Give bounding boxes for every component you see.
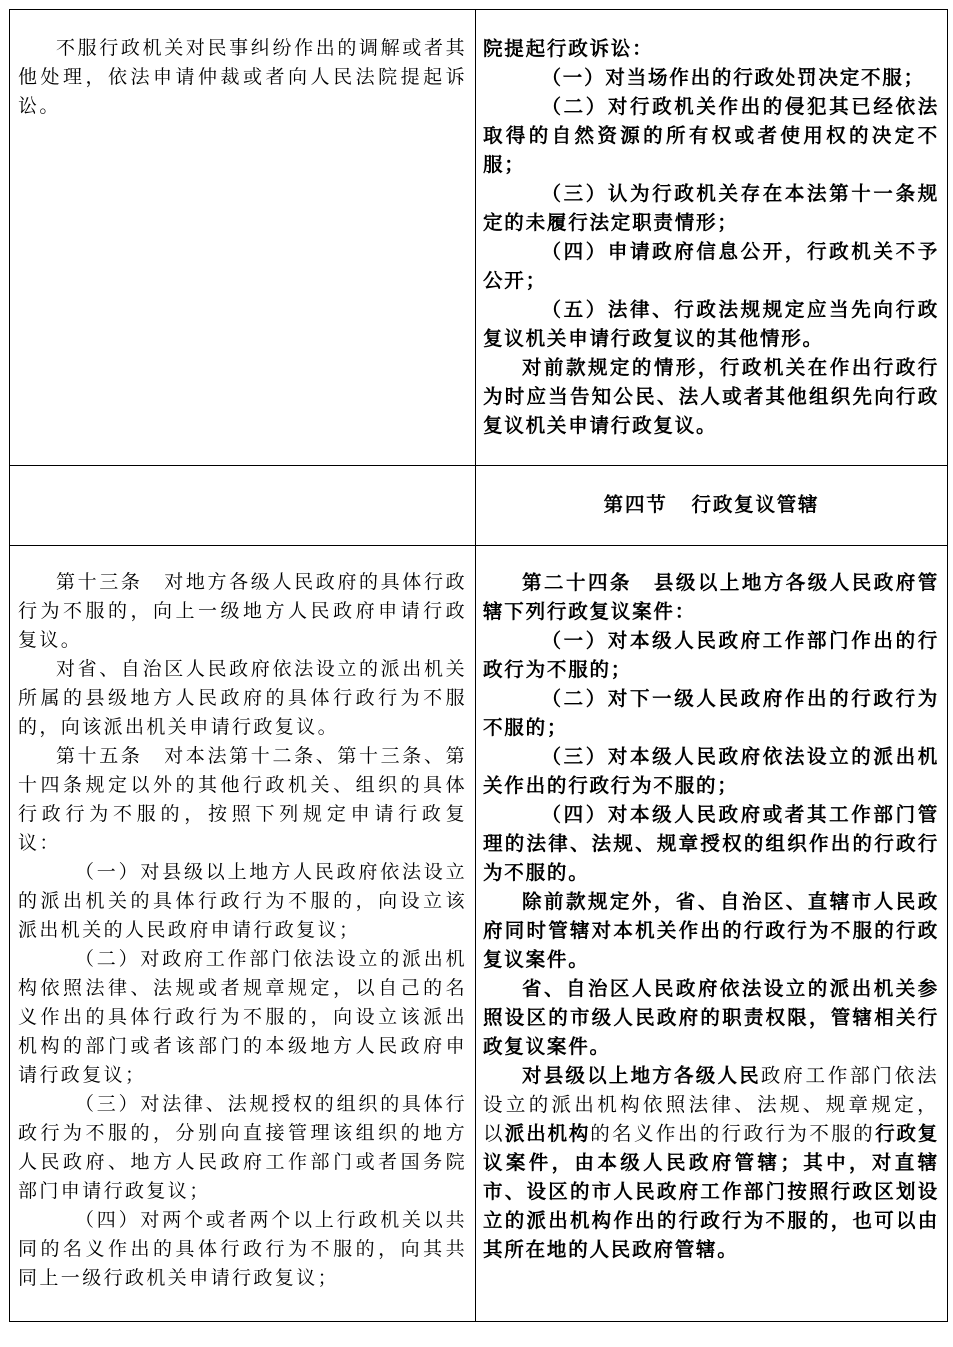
new-paragraph: （四）申请政府信息公开，行政机关不予公开； <box>483 240 939 292</box>
section-heading <box>476 466 947 519</box>
new-paragraph-mixed <box>483 1061 939 1264</box>
new-paragraph: 院提起行政诉讼： <box>483 37 654 60</box>
old-paragraph: （三）对法律、法规授权的组织的具体行政行为不服的，分别向直接管理该组织的地方人民政府、地方人民政府工作部门或者国务院部门申请行政复议； <box>18 1093 467 1202</box>
new-law-cell-1 <box>476 10 948 466</box>
old-paragraph: （四）对两个或者两个以上行政机关以共同的名义作出的具体行政行为不服的，向其共同上一级行政机关申请行政复议； <box>18 1209 467 1289</box>
old-paragraph: 第十五条 对本法第十二条、第十三条、第十四条规定以外的其他行政机关、组织的具体行政行为不服的，按照下列规定申请行政复议： <box>18 745 467 854</box>
new-law-cell-3 <box>476 546 948 1322</box>
old-paragraph: 不服行政机关对民事纠纷作出的调解或者其他处理，依法申请仲裁或者向人民法院提起诉讼。 <box>18 37 467 117</box>
comparison-table <box>9 9 948 1322</box>
new-paragraph: （一）对本级人民政府工作部门作出的行政行为不服的； <box>483 629 939 681</box>
old-paragraph: （一）对县级以上地方人民政府依法设立的派出机关的具体行政行为不服的，向设立该派出机关的人民政府申请行政复议； <box>18 861 467 941</box>
new-paragraph: 除前款规定外，省、自治区、直辖市人民政府同时管辖对本机关作出的行政行为不服的行政复议案件。 <box>483 890 939 971</box>
table-row-1 <box>10 10 948 466</box>
text-span-bold: 行政复议案件，由本级人民政府管辖；其中，对直辖市、设区的市人民政府工作部门按照行政区划设立的派出机构作出的行政行为不服的，也可以由其所在地的人民政府管辖。 <box>483 1122 940 1261</box>
new-paragraph: （一）对当场作出的行政处罚决定不服； <box>541 66 925 89</box>
text-span-plain: 的名义作出的行政行为不服的 <box>590 1122 876 1145</box>
new-paragraph: （二）对行政机关作出的侵犯其已经依法取得的自然资源的所有权或者使用权的决定不服； <box>483 95 939 176</box>
old-paragraph: （二）对政府工作部门依法设立的派出机构依照法律、法规或者规章规定，以自己的名义作出的具体行政行为不服的，向设立该派出机构的部门或者该部门的本级地方人民政府申请行政复议； <box>18 948 467 1086</box>
old-law-cell-2 <box>10 466 476 546</box>
new-paragraph: 省、自治区人民政府依法设立的派出机关参照设区的市级人民政府的职责权限，管辖相关行政复议案件。 <box>483 977 939 1058</box>
new-paragraph: （四）对本级人民政府或者其工作部门管理的法律、法规、规章授权的组织作出的行政行为不服的。 <box>483 803 939 884</box>
text-span-plain: 政府工作部门依法设立的派出机构依照法律、法规、规章规定，以 <box>483 1064 939 1145</box>
new-paragraph: （三）认为行政机关存在本法第十一条规定的未履行法定职责情形； <box>483 182 939 234</box>
old-law-cell-1 <box>10 10 476 466</box>
text-span-bold: 对县级以上地方各级人民 <box>522 1064 761 1087</box>
old-paragraph: 第十三条 对地方各级人民政府的具体行政行为不服的，向上一级地方人民政府申请行政复议。 <box>18 571 467 651</box>
section-number: 第四节 <box>603 493 668 516</box>
old-law-cell-3 <box>10 546 476 1322</box>
table-row-3 <box>10 546 948 1322</box>
new-paragraph: （二）对下一级人民政府作出的行政行为不服的； <box>483 687 939 739</box>
new-paragraph: （五）法律、行政法规规定应当先向行政复议机关申请行政复议的其他情形。 <box>483 298 939 350</box>
table-row-2 <box>10 466 948 546</box>
text-span-bold: 派出机构 <box>504 1122 591 1145</box>
new-law-cell-2 <box>476 466 948 546</box>
section-title: 行政复议管辖 <box>691 493 820 516</box>
new-paragraph: 第二十四条 县级以上地方各级人民政府管辖下列行政复议案件： <box>483 571 939 623</box>
new-paragraph: 对前款规定的情形，行政机关在作出行政行为时应当告知公民、法人或者其他组织先向行政复议机关申请行政复议。 <box>483 356 939 437</box>
old-paragraph: 对省、自治区人民政府依法设立的派出机关所属的县级地方人民政府的具体行政行为不服的，向该派出机关申请行政复议。 <box>18 658 467 738</box>
new-paragraph: （三）对本级人民政府依法设立的派出机关作出的行政行为不服的； <box>483 745 939 797</box>
